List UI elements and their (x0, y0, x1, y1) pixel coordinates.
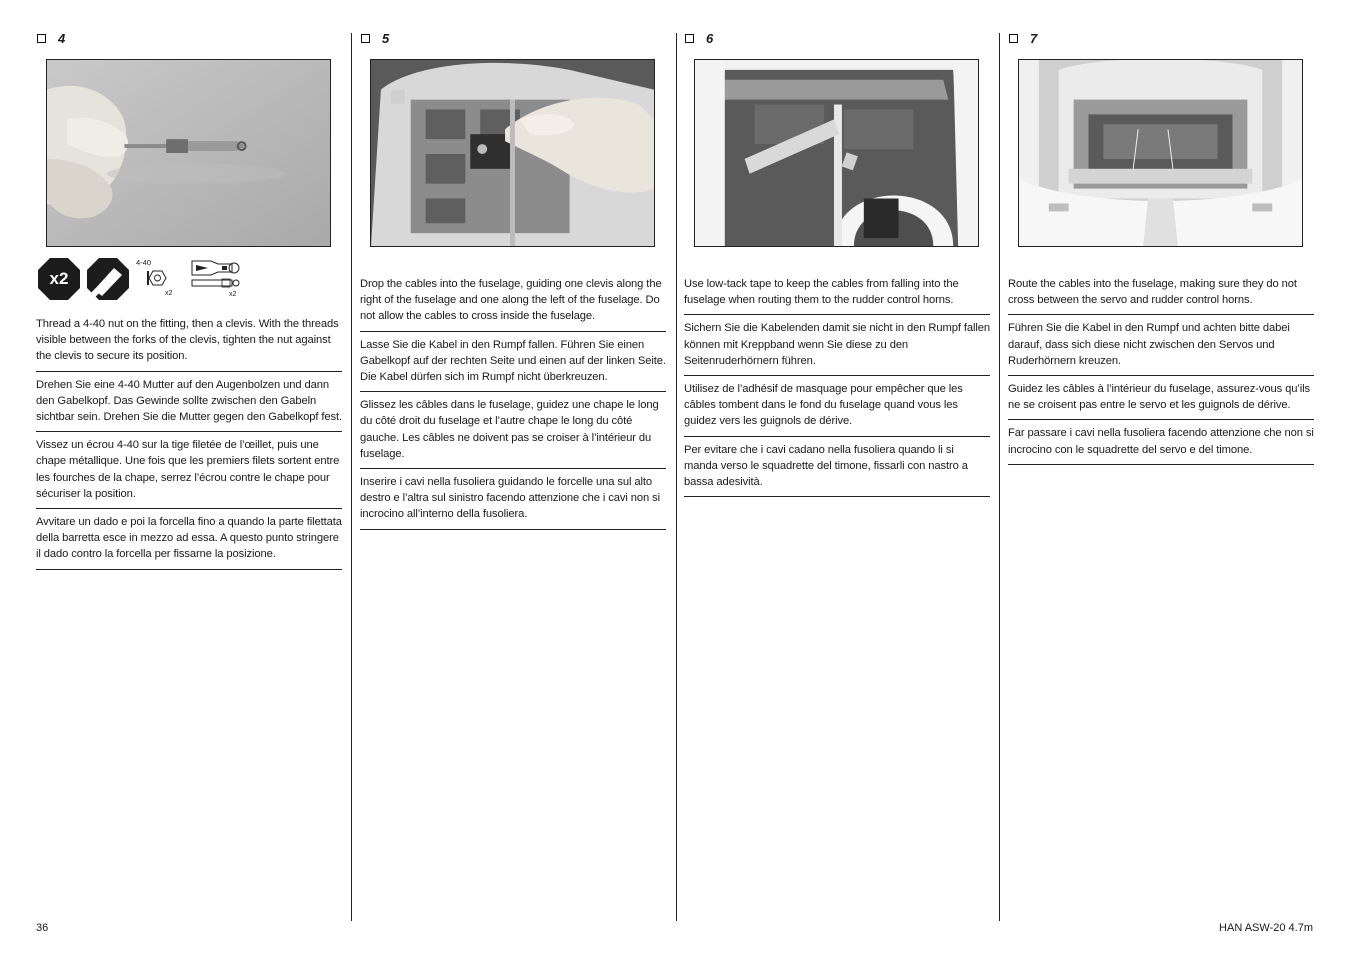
step-5-photo (370, 59, 655, 247)
instruction-de: Sichern Sie die Kabelenden damit sie nicht in den Rumpf fallen können mit Kreppband wenn Sie diese zu den Seitenruderhörnern führen. (684, 320, 990, 376)
instruction-en: Route the cables into the fuselage, making sure they do not cross between the servo and rudder control horns. (1008, 276, 1314, 315)
parts-required (36, 256, 342, 304)
step-7-photo (1018, 59, 1303, 247)
step-number: 6 (706, 30, 714, 46)
instruction-de: Lasse Sie die Kabel in den Rumpf fallen. Führen Sie einen Gabelkopf auf der rechten Seite und einen auf der linken Seite. Die Kabel dürfen sich im Rumpf nicht überkreuzen. (360, 337, 666, 393)
step-7-header (1008, 28, 1314, 48)
instructions-step-4 (36, 316, 342, 575)
instruction-en: Thread a 4-40 nut on the fitting, then a clevis. With the threads visible between the forks of the clevis, tighten the nut against the clevis to secure its position. (36, 316, 342, 372)
instruction-en: Use low-tack tape to keep the cables from falling into the fuselage when routing them to the rudder control horns. (684, 276, 990, 315)
step-number: 7 (1030, 30, 1038, 46)
step-5-column (360, 28, 666, 521)
instruction-it: Avvitare un dado e poi la forcella fino a quando la parte filettata della barretta esce in mezzo ad essa. A questo punto stringere il dado contro la forcella per fissarne la posizione. (36, 514, 342, 570)
quantity-badge-icon (38, 258, 80, 300)
instruction-fr: Utilisez de l’adhésif de masquage pour empêcher que les câbles tombent dans le fond du fuselage quand vous les guidez vers les guignols de dérive. (684, 381, 990, 437)
step-number: 5 (382, 30, 390, 46)
instruction-fr: Vissez un écrou 4-40 sur la tige filetée de l’œillet, puis une chape métallique. Une fois que les premiers filets sortent entre les fourches de la chape, serrez l’écrou contre le chape pour sécuriser la position. (36, 437, 342, 509)
instructions-step-5 (360, 276, 666, 535)
step-7-column (1008, 28, 1314, 456)
instruction-fr: Guidez les câbles à l’intérieur du fuselage, assurez-vous qu’ils ne se croisent pas entre le servo et les guignols de dérive. (1008, 381, 1314, 420)
checkbox-icon[interactable] (37, 34, 46, 43)
clevis-icon (192, 261, 239, 298)
instructions-step-6 (684, 276, 990, 502)
step-6-column (684, 28, 990, 489)
step-6-header (684, 28, 990, 48)
adhesive-tube-icon (87, 258, 129, 300)
nut-quantity: x2 (165, 290, 173, 297)
checkbox-icon[interactable] (685, 34, 694, 43)
instruction-en: Drop the cables into the fuselage, guiding one clevis along the right of the fuselage and one along the left of the fuselage. Do not allow the cables to cross inside the fuselage. (360, 276, 666, 332)
instruction-it: Far passare i cavi nella fusoliera facendo attenzione che non si incrocino con le squadrette del servo e del timone. (1008, 425, 1314, 464)
document-title: HAN ASW-20 4.7m (1219, 922, 1313, 934)
hardware-size-label: 4-40 (136, 258, 152, 267)
column-divider (351, 33, 352, 921)
step-4-column (36, 28, 342, 561)
checkbox-icon[interactable] (1009, 34, 1018, 43)
page-number: 36 (36, 922, 49, 934)
instruction-it: Inserire i cavi nella fusoliera guidando le forcelle una sul alto destro e l’altra sul sinistro facendo attenzione che i cavi non si incrocino all’interno della fusoliera. (360, 474, 666, 530)
step-4-header (36, 28, 342, 48)
step-number: 4 (58, 30, 66, 46)
clevis-quantity: x2 (229, 291, 237, 298)
svg-text:x2: x2 (49, 269, 69, 288)
instruction-de: Drehen Sie eine 4-40 Mutter auf den Augenbolzen und dann den Gabelkopf. Das Gewinde sollte zwischen den Gabeln sichtbar sein. Drehen Sie die Mutter gegen den Gabelkopf fest. (36, 377, 342, 433)
hex-nut-icon (136, 258, 173, 297)
step-6-photo (694, 59, 979, 247)
column-divider (999, 33, 1000, 921)
instruction-it: Per evitare che i cavi cadano nella fusoliera quando li si manda verso le squadrette del timone, fissarli con nastro a bassa adesività. (684, 442, 990, 498)
instruction-de: Führen Sie die Kabel in den Rumpf und achten bitte dabei darauf, dass sich diese nicht zwischen den Servos und Ruderhörnern kreuzen. (1008, 320, 1314, 376)
instruction-fr: Glissez les câbles dans le fuselage, guidez une chape le long du côté droit du fuselage et l’autre chape le long du côté gauche. Les câbles ne doivent pas se croiser à l’intérieur du fuselage. (360, 397, 666, 469)
step-5-header (360, 28, 666, 48)
column-divider (676, 33, 677, 921)
instructions-step-7 (1008, 276, 1314, 470)
checkbox-icon[interactable] (361, 34, 370, 43)
step-4-photo (46, 59, 331, 247)
